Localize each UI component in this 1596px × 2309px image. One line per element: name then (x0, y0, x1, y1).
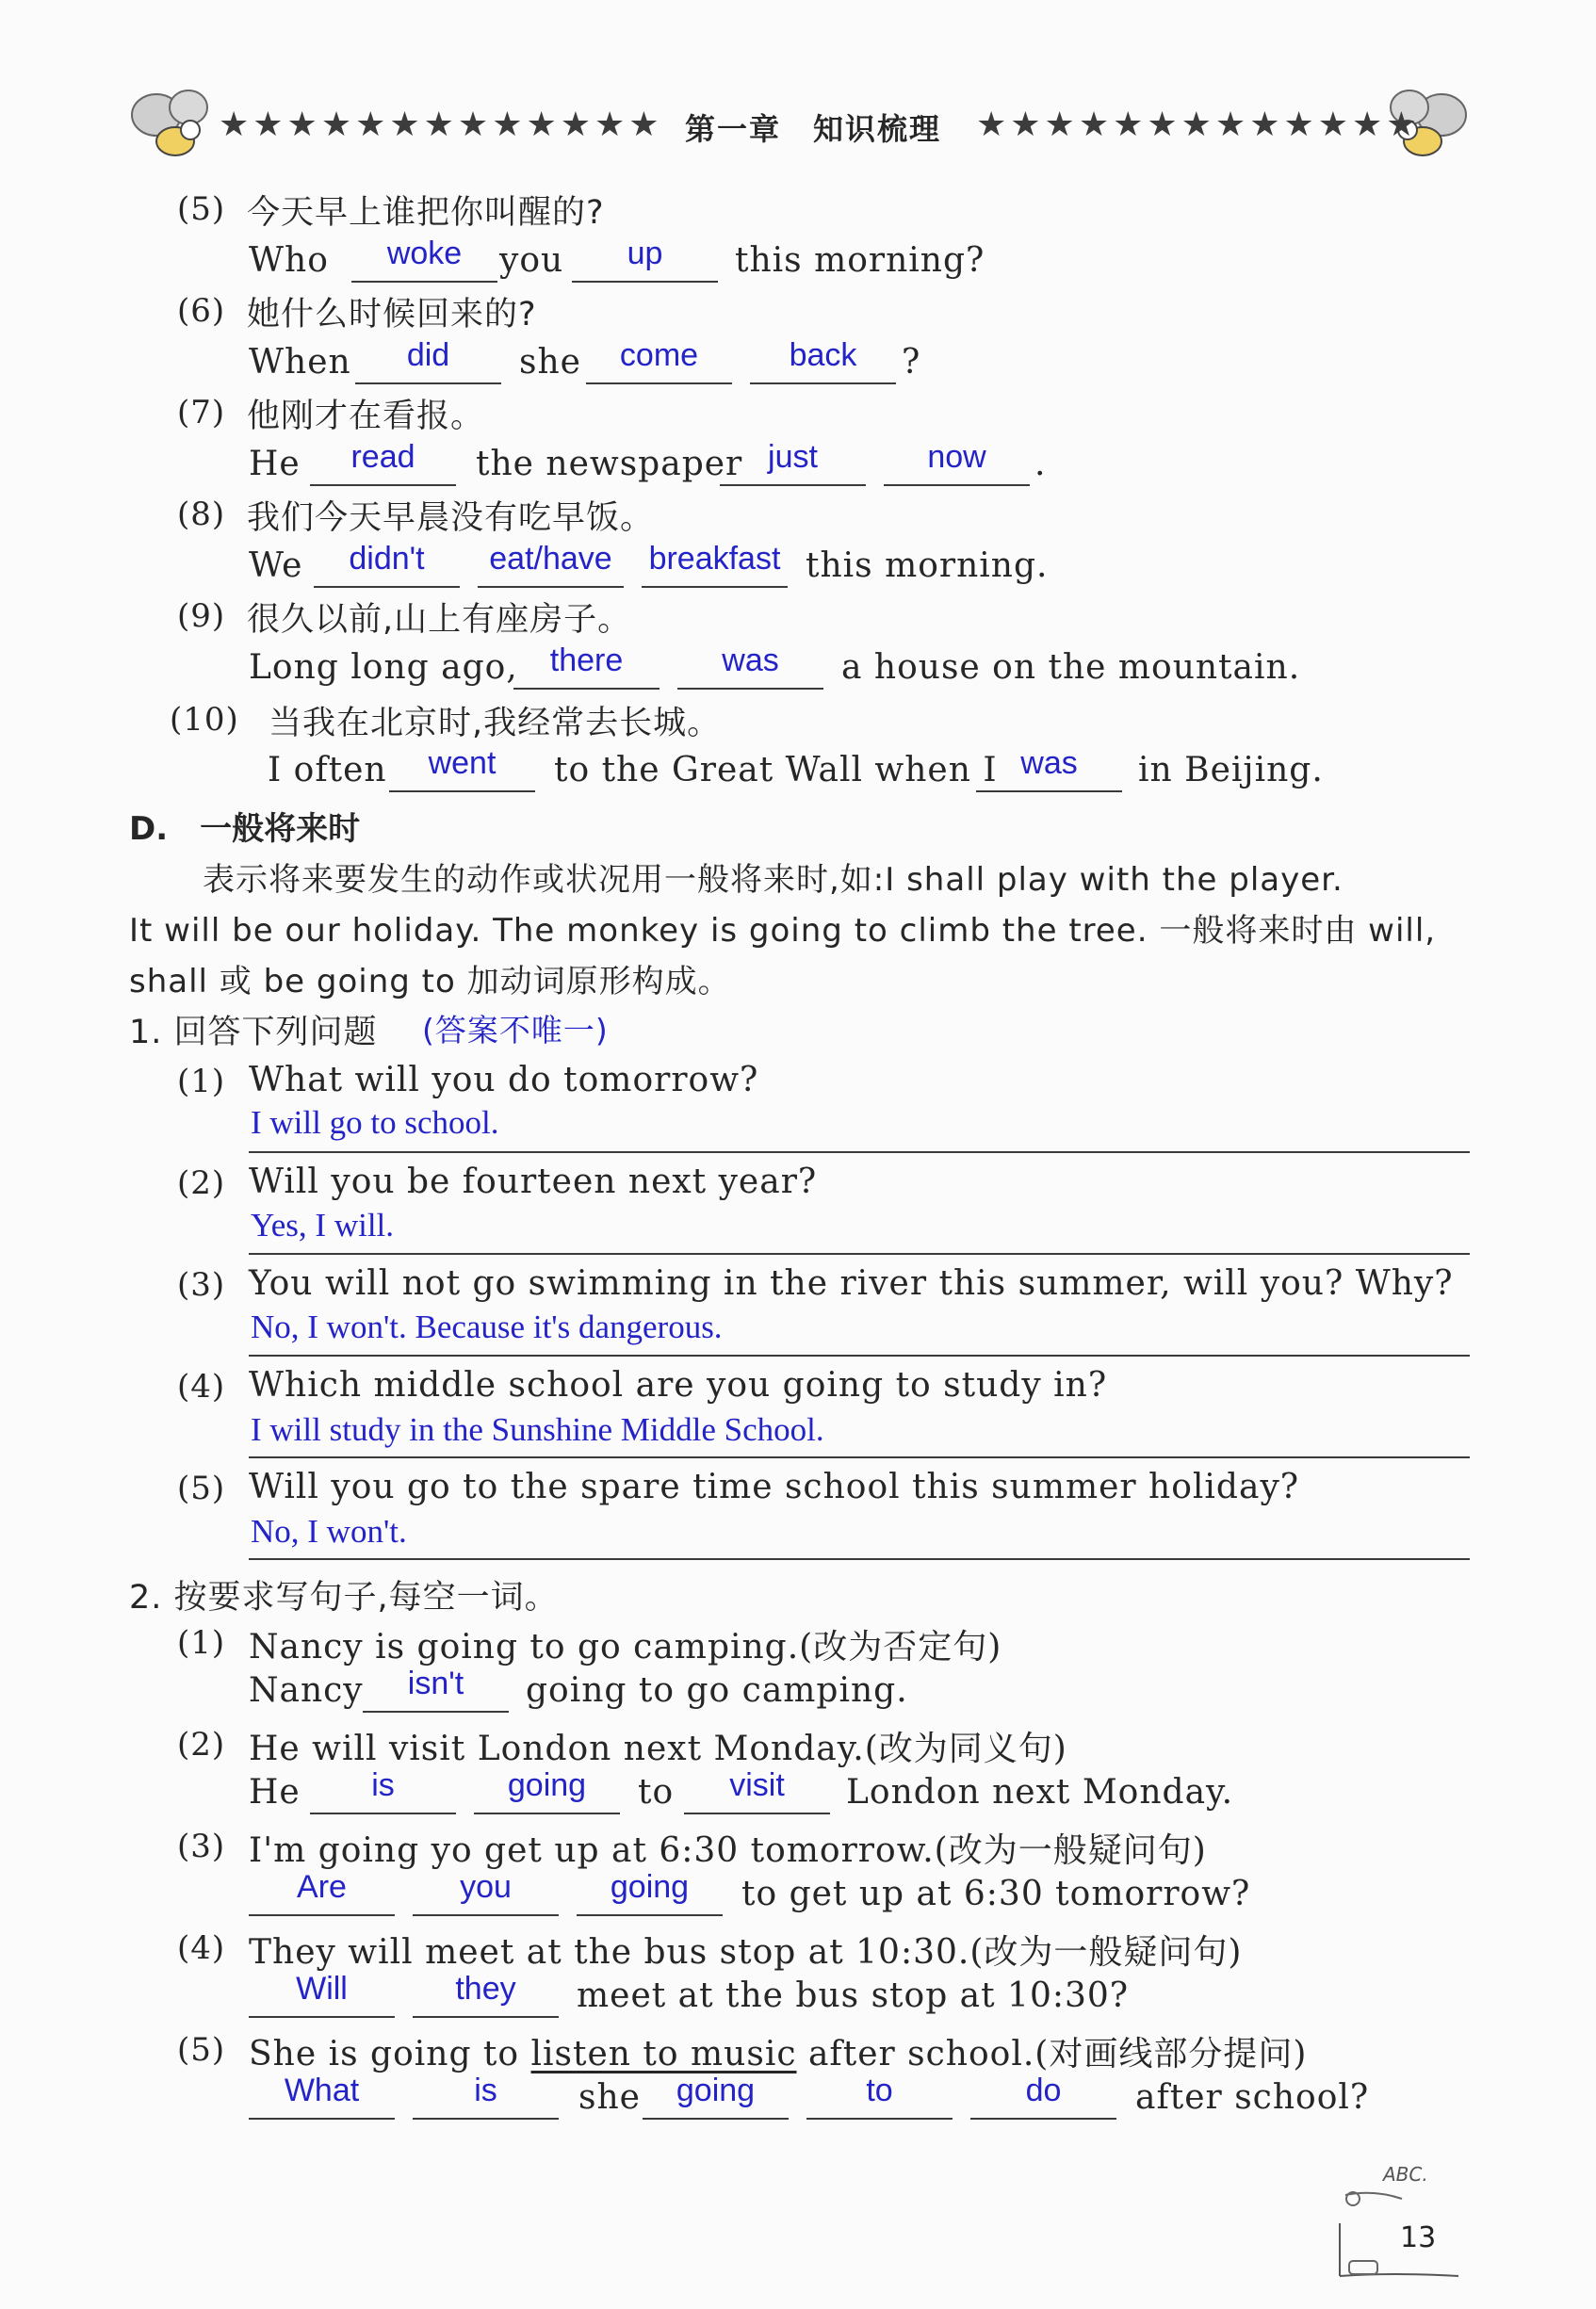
answer-text: Will (296, 1971, 348, 2007)
item-number: (3) (177, 1266, 226, 1304)
sentence-word: a house on the mountain. (841, 648, 1301, 687)
answer-blank[interactable] (249, 2073, 395, 2120)
page-number: 13 (1400, 2221, 1437, 2254)
bee-left-icon (121, 83, 224, 168)
answer-text: they (455, 1971, 516, 2007)
question-text: I'm going yo get up at 6:30 tomorrow.(改为一般疑问句) (249, 1831, 1207, 1870)
answer-text: going (676, 2073, 756, 2108)
answer-text: woke (386, 236, 463, 271)
item-number: (4) (177, 1929, 226, 1967)
answer-blank[interactable] (249, 1869, 395, 1916)
question-text: Nancy is going to go camping.(改为否定句) (249, 1628, 1002, 1667)
answer-blank[interactable] (513, 642, 660, 690)
task-title: 2. 按要求写句子,每空一词。 (129, 1579, 559, 1617)
answer-blank[interactable] (976, 745, 1122, 792)
answer-text: I will go to school. (251, 1104, 499, 1141)
answer-line[interactable] (249, 1151, 1470, 1153)
item-number: (5) (177, 1470, 226, 1507)
answer-blank[interactable] (806, 2073, 953, 2120)
sentence-word: she (519, 343, 581, 382)
answer-blank[interactable] (474, 1767, 620, 1814)
answer-blank[interactable] (478, 541, 624, 588)
question-text (249, 2027, 1307, 2075)
answer-blank[interactable] (750, 337, 896, 384)
answer-blank[interactable] (577, 1869, 723, 1916)
answer-text: didn't (349, 541, 425, 577)
item-number: (6) (177, 292, 226, 330)
item-number: (5) (177, 2031, 226, 2069)
answer-line[interactable] (249, 1355, 1470, 1357)
sentence-word: in Beijing. (1138, 751, 1324, 789)
corner-doodle-text: ABC. (1383, 2163, 1428, 2186)
answer-text: went (428, 745, 497, 781)
answer-text: do (1025, 2073, 1062, 2108)
prompt-chinese: 他刚才在看报。 (247, 398, 485, 435)
answer-text: back (789, 337, 857, 373)
item-number: (7) (177, 394, 226, 431)
sentence-word: We (249, 546, 303, 585)
answer-text: I will study in the Sunshine Middle School. (251, 1411, 824, 1448)
answer-text: is (474, 2073, 497, 2108)
task-title: 1. 回答下列问题 (129, 1014, 378, 1051)
answer-text: eat/have (489, 541, 612, 577)
answer-blank[interactable] (310, 1767, 456, 1814)
answer-text: going (610, 1869, 690, 1905)
answer-text: No, I won't. Because it's dangerous. (251, 1309, 723, 1345)
answer-text: No, I won't. (251, 1513, 407, 1550)
sentence-word: He (249, 1773, 301, 1812)
answer-text: to (866, 2073, 893, 2108)
answer-blank[interactable] (572, 236, 718, 283)
answer-blank[interactable] (363, 1666, 509, 1713)
item-number: (1) (177, 1624, 226, 1662)
answer-blank[interactable] (643, 2073, 789, 2120)
answer-blank[interactable] (413, 1971, 559, 2018)
answer-blank[interactable] (586, 337, 732, 384)
sentence-word: ? (902, 343, 921, 382)
answer-text: up (627, 236, 663, 271)
answer-blank[interactable] (389, 745, 535, 792)
sentence-word: to the Great Wall when I (554, 751, 998, 789)
sentence-word: she (578, 2078, 641, 2117)
answer-line[interactable] (249, 1253, 1470, 1255)
sentence-word: to (638, 1773, 675, 1812)
question-text: What will you do tomorrow? (249, 1061, 759, 1099)
item-number: (2) (177, 1164, 226, 1202)
item-number: (3) (177, 1828, 226, 1865)
prompt-chinese: 当我在北京时,我经常去长城。 (269, 705, 722, 742)
item-number: (4) (177, 1368, 226, 1406)
prompt-chinese: 我们今天早晨没有吃早饭。 (247, 499, 655, 537)
answer-blank[interactable] (677, 642, 823, 690)
question-prefix: She is going to (249, 2035, 531, 2073)
sentence-word: When (249, 343, 351, 382)
answer-text: going (507, 1767, 587, 1803)
question-text: Will you be fourteen next year? (249, 1163, 818, 1201)
answer-text: read (350, 439, 415, 475)
header-stars-right: ★★★★★★★★★★★★★ (976, 106, 1421, 144)
answer-text: was (722, 642, 779, 678)
sentence-word: London next Monday. (846, 1773, 1234, 1812)
question-text: Will you go to the spare time school this summer holiday? (249, 1468, 1300, 1506)
sentence-word: this morning. (806, 546, 1049, 585)
answer-text: come (619, 337, 699, 373)
task-note: (答案不唯一) (422, 1012, 609, 1049)
sentence-word: . (1034, 445, 1047, 483)
header-stars-left: ★★★★★★★★★★★★★ (219, 106, 663, 144)
answer-blank[interactable] (413, 1869, 559, 1916)
sentence-word: Who (249, 241, 329, 280)
intro-line: 表示将来要发生的动作或状况用一般将来时,如:I shall play with the player. (203, 861, 1344, 899)
answer-text: visit (729, 1767, 785, 1803)
prompt-chinese: 很久以前,山上有座房子。 (247, 601, 632, 639)
question-text: Which middle school are you going to study in? (249, 1366, 1108, 1405)
answer-blank[interactable] (413, 2073, 559, 2120)
answer-text: Yes, I will. (251, 1207, 395, 1244)
sentence-word: Nancy (249, 1671, 364, 1710)
item-number: (2) (177, 1726, 226, 1764)
section-heading: D. 一般将来时 (129, 810, 361, 848)
intro-line: shall 或 be going to 加动词原形构成。 (129, 963, 731, 1000)
sentence-word: He (249, 445, 301, 483)
prompt-chinese: 她什么时候回来的? (247, 296, 537, 333)
question-suffix: after school.(对画线部分提问) (796, 2035, 1308, 2073)
sentence-word: I often (268, 751, 387, 789)
answer-text: What (284, 2073, 360, 2108)
question-text: They will meet at the bus stop at 10:30.(改为一般疑问句) (249, 1933, 1243, 1972)
answer-text: Are (297, 1869, 347, 1905)
answer-text: was (1020, 745, 1078, 781)
sentence-word: to get up at 6:30 tomorrow? (741, 1875, 1251, 1913)
answer-blank[interactable] (314, 541, 460, 588)
answer-text: there (549, 642, 624, 678)
sentence-word: you (499, 241, 564, 280)
answer-text: is (371, 1767, 395, 1803)
answer-blank[interactable] (970, 2073, 1116, 2120)
sentence-word: Long long ago, (249, 648, 518, 687)
underlined-phrase: listen to music (530, 2035, 797, 2073)
answer-text: you (460, 1869, 512, 1905)
answer-blank[interactable] (720, 439, 866, 486)
answer-text: now (927, 439, 986, 475)
item-number: (8) (177, 496, 226, 533)
item-number: (10) (170, 701, 239, 739)
sentence-word: meet at the bus stop at 10:30? (577, 1976, 1130, 2015)
question-text: You will not go swimming in the river this summer, will you? Why? (249, 1264, 1454, 1303)
intro-line: It will be our holiday. The monkey is going to climb the tree. 一般将来时由 will, (129, 912, 1437, 950)
answer-blank[interactable] (642, 541, 788, 588)
item-number: (1) (177, 1063, 226, 1100)
answer-text: did (406, 337, 450, 373)
answer-blank[interactable] (249, 1971, 395, 2018)
answer-blank[interactable] (684, 1767, 830, 1814)
answer-blank[interactable] (310, 439, 456, 486)
item-number: (5) (177, 190, 226, 228)
sentence-word: the newspaper (476, 445, 743, 483)
answer-line[interactable] (249, 1558, 1470, 1560)
item-number: (9) (177, 597, 226, 635)
answer-text: breakfast (648, 541, 781, 577)
chapter-title: 第一章 知识梳理 (685, 111, 942, 147)
sentence-word: going to go camping. (526, 1671, 908, 1710)
sentence-word: after school? (1135, 2078, 1370, 2117)
prompt-chinese: 今天早上谁把你叫醒的? (247, 194, 605, 232)
answer-blank[interactable] (351, 236, 497, 283)
answer-blank[interactable] (355, 337, 501, 384)
answer-text: isn't (407, 1666, 464, 1701)
answer-blank[interactable] (884, 439, 1030, 486)
answer-text: just (768, 439, 818, 475)
sentence-word: this morning? (735, 241, 985, 280)
answer-line[interactable] (249, 1456, 1470, 1458)
question-text: He will visit London next Monday.(改为同义句) (249, 1730, 1067, 1768)
